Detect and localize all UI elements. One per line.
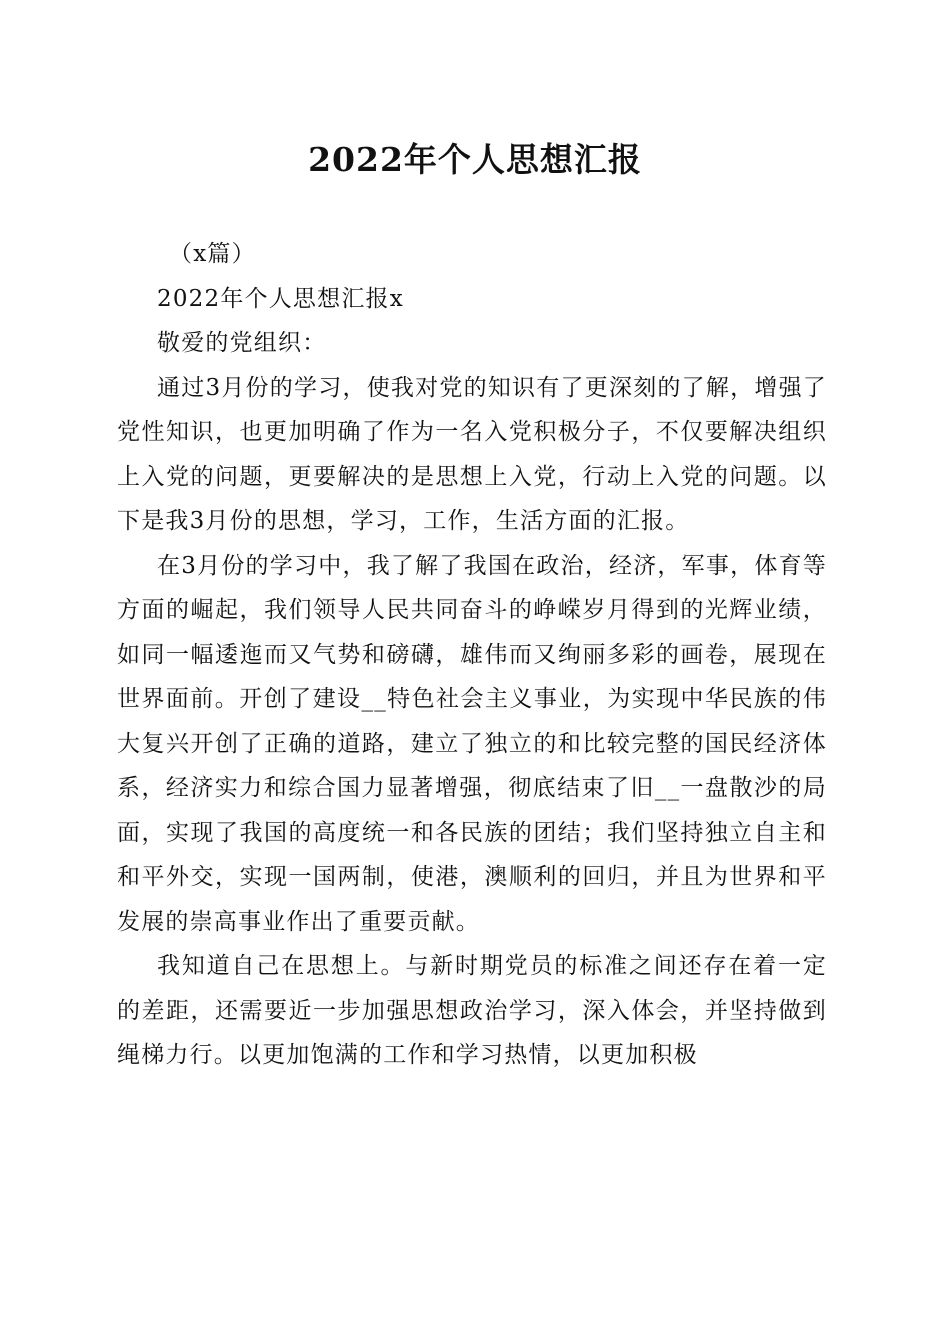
document-title: 2022年个人思想汇报 <box>308 140 642 179</box>
paragraph-1: 通过3月份的学习，使我对党的知识有了更深刻的了解，增强了党性知识，也更加明确了作为一名入党积极分子，不仅要解决组织上入党的问题，更要解决的是思想上入党，行动上入党的问题。以下是我3月份的思想，学习，工作，生活方面的汇报。 <box>117 374 827 534</box>
document-body <box>117 232 827 1078</box>
salutation: 敬爱的党组织： <box>157 330 327 356</box>
paragraph-3: 我知道自己在思想上。与新时期党员的标准之间还存在着一定的差距，还需要近一步加强思想政治学习，深入体会，并坚持做到绳梯力行。以更加饱满的工作和学习热情，以更加积极 <box>117 953 827 1068</box>
document-heading: 2022年个人思想汇报x <box>157 285 404 312</box>
paragraph-2: 在3月份的学习中，我了解了我国在政治，经济，军事，体育等方面的崛起，我们领导人民共同奋斗的峥嵘岁月得到的光辉业绩，如同一幅逶迤而又气势和磅礴，雄伟而又绚丽多彩的画卷，展现在世界面前。开创了建设__特色社会主义事业，为实现中华民族的伟大复兴开创了正确的道路，建立了独立的和比较完整的国民经济体系，经济实力和综合国力显著增强，彻底结束了旧__一盘散沙的局面，实现了我国的高度统一和各民族的团结；我们坚持独立自主和和平外交，实现一国两制，使港，澳顺利的回归，并且为世界和平发展的崇高事业作出了重要贡献。 <box>117 552 827 935</box>
document-subtitle: （x篇） <box>169 241 256 267</box>
